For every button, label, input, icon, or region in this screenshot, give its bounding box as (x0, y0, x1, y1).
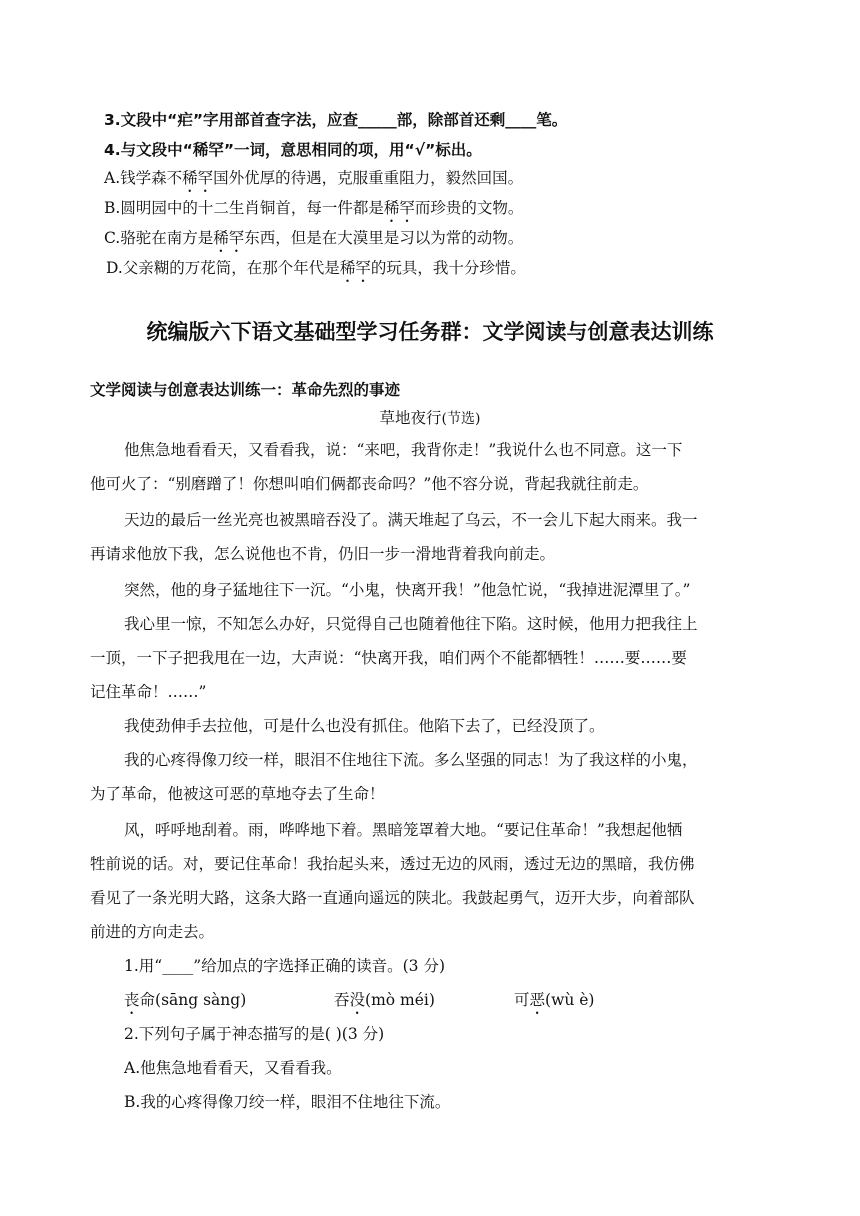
option-b: B.圆明园中的十二生肖铜首，每一件都是稀罕而珍贵的文物。 (104, 199, 524, 217)
story-line: 为了革命，他被这可恶的草地夺去了生命！ (90, 785, 385, 803)
story-line: 牲前说的话。对，要记住革命！我抬起头来，透过无边的风雨，透过无边的黑暗，我仿佛 (90, 855, 695, 873)
exercise-2: 2.下列句子属于神态描写的是( )(3 分) (124, 1025, 385, 1043)
emphasized-word: 稀罕 (339, 259, 371, 277)
question-3: 3.文段中“疟”字用部首查字法，应查_____部，除部首还剩____笔。 (104, 111, 568, 129)
emphasized-word: 稀罕 (182, 169, 214, 187)
exercise-1: 1.用“____”给加点的字选择正确的读音。(3 分) (124, 957, 446, 975)
story-line: 他焦急地看看天，又看看我，说：“来吧，我背你走！”我说什么也不同意。这一下 (124, 441, 683, 459)
story-line: 他可火了：“别磨蹭了！你想叫咱们俩都丧命吗？”他不容分说，背起我就往前走。 (90, 475, 649, 493)
story-line: 一顶，一下子把我甩在一边，大声说：“快离开我，咱们两个不能都牺牲！……要……要 (90, 649, 687, 667)
option-a: A.钱学森不稀罕国外优厚的待遇，克服重重阻力，毅然回国。 (104, 169, 524, 187)
pinyin-item: 丧命(sāng sàng) (124, 991, 247, 1009)
story-line: 风，呼呼地刮着。雨，哗哗地下着。黑暗笼罩着大地。“要记住革命！”我想起他牺 (124, 821, 683, 839)
story-line: 天边的最后一丝光亮也被黑暗吞没了。满天堆起了乌云，不一会儿下起大雨来。我一 (124, 511, 698, 529)
story-line: 再请求他放下我，怎么说他也不肯，仍旧一步一滑地背着我向前走。 (90, 545, 556, 563)
story-line: 我心里一惊，不知怎么办好，只觉得自己也随着他往下陷。这时候，他用力把我往上 (124, 615, 698, 633)
section-title: 统编版六下语文基础型学习任务群：文学阅读与创意表达训练 (146, 320, 714, 344)
story-line: 突然，他的身子猛地往下一沉。“小鬼，快离开我！”他急忙说，“我掉进泥潭里了。” (124, 581, 691, 599)
story-line: 我的心疼得像刀绞一样，眼泪不住地往下流。多么坚强的同志！为了我这样的小鬼， (124, 751, 698, 769)
emphasized-word: 稀罕 (213, 229, 245, 247)
pinyin-item: 可恶(wù è) (514, 991, 595, 1009)
subsection-title: 文学阅读与创意表达训练一：革命先烈的事迹 (90, 381, 401, 399)
story-line: 前进的方向走去。 (90, 923, 215, 941)
exercise-2-option-a: A.他焦急地看看天，又看看我。 (124, 1059, 342, 1077)
story-line: 我使劲伸手去拉他，可是什么也没有抓住。他陷下去了，已经没顶了。 (124, 717, 605, 735)
story-line: 记住革命！……” (90, 683, 207, 701)
question-4: 4.与文段中“稀罕”一词，意思相同的项，用“√”标出。 (104, 141, 482, 159)
pinyin-item: 吞没(mò méi) (334, 991, 435, 1009)
option-c: C.骆驼在南方是稀罕东西，但是在大漠里是习以为常的动物。 (104, 229, 524, 247)
story-title: 草地夜行(节选) (379, 409, 481, 427)
emphasized-word: 稀罕 (383, 199, 415, 217)
story-line: 看见了一条光明大路，这条大路一直通向遥远的陕北。我鼓起勇气，迈开大步，向着部队 (90, 889, 695, 907)
exercise-2-option-b: B.我的心疼得像刀绞一样，眼泪不住地往下流。 (124, 1093, 451, 1111)
option-d: D.父亲糊的万花筒，在那个年代是稀罕的玩具，我十分珍惜。 (106, 259, 526, 277)
